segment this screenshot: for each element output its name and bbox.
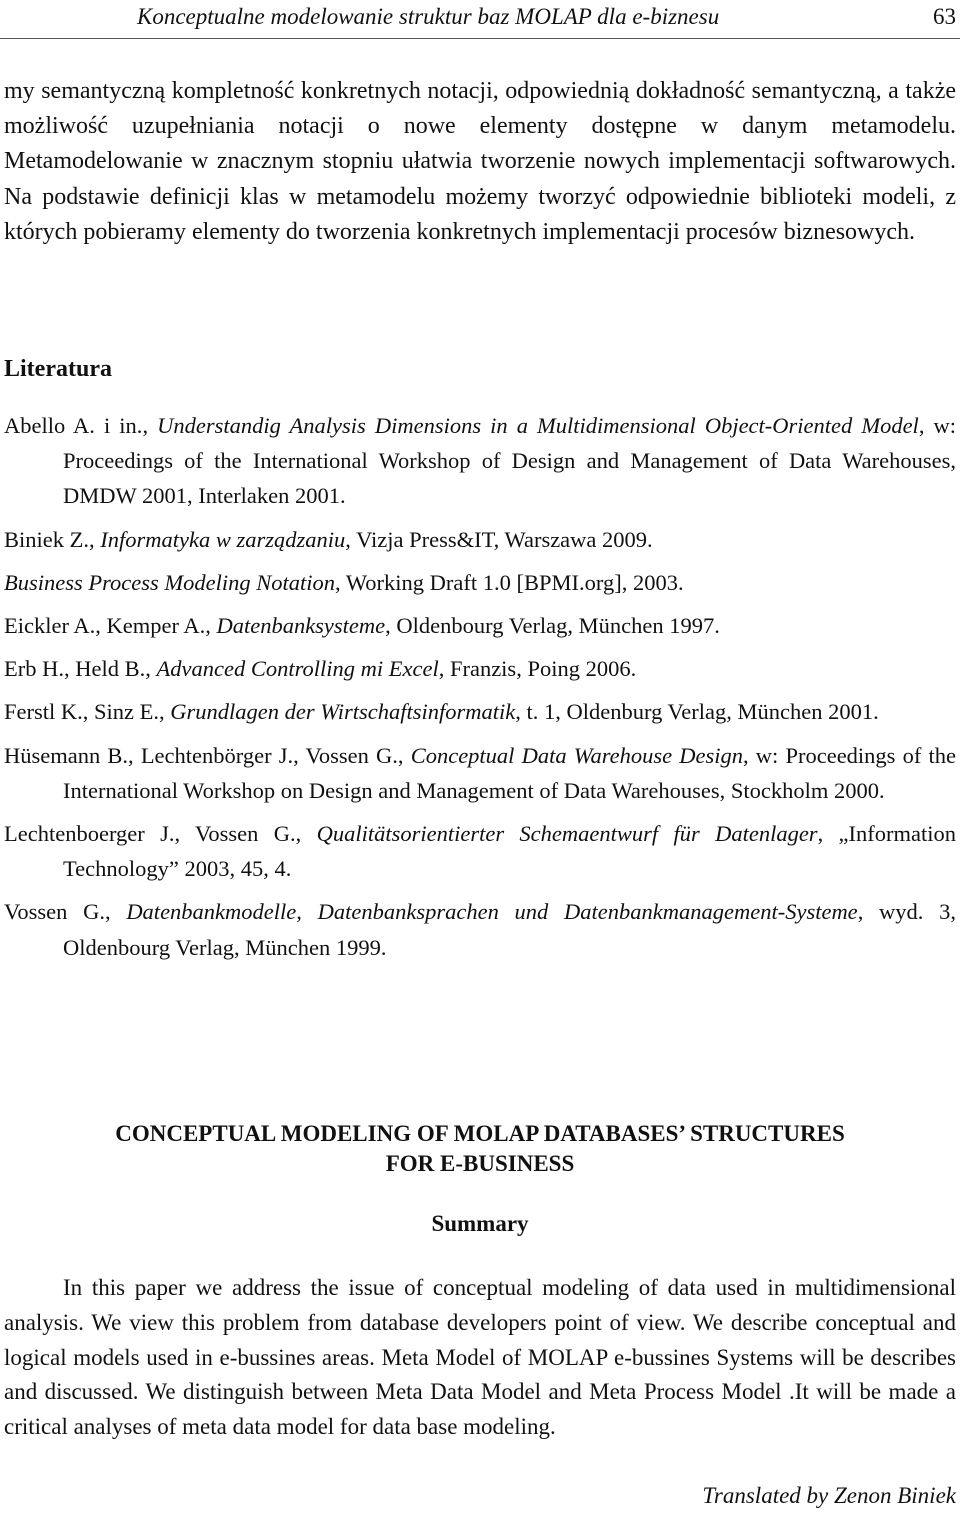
reference-item: Eickler A., Kemper A., Datenbanksysteme, Oldenbourg Verlag, München 1997. [4,613,720,639]
reference-title: Business Process Modeling Notation [4,569,336,595]
reference-item: Lechtenboerger J., Vossen G., Qualitätsorientierter Schemaentwurf für Datenlager, „Information Technology” 2003, 45, 4. [4,821,956,882]
reference-title: Qualitätsorientierter Schemaentwurf für Datenlager [316,821,818,847]
reference-authors: Vossen G. [4,899,105,925]
body-paragraph: my semantyczną kompletność konkretnych notacji, odpowiednią dokładność semantyczną, a także możliwość uzupełniania notacji o nowe elementy dostępne w danym metamodelu. Metamodelowanie w znacznym stopniu ułatwia tworzenie nowych implementacji softwarowych. Na podstawie definicji klas w metamodelu możemy tworzyć odpowiednie biblioteki modeli, z których pobieramy elementy do tworzenia konkretnych implementacji procesów biznesowych. [4,78,956,245]
reference-details: , Franzis, Poing 2006. [438,656,637,682]
reference-details: , w: Proceedings of the International Workshop on Design and Management of Data Warehouses, Stockholm 2000. [63,742,957,803]
reference-title: Informatyka w zarządzaniu [100,526,346,552]
reference-authors: Eickler A., Kemper A. [4,613,206,639]
running-title: Konceptualne modelowanie struktur baz MOLAP dla e-biznesu [137,4,720,29]
reference-title: Advanced Controlling mi Excel [156,656,439,682]
summary-heading: Summary [431,1211,529,1236]
reference-details: , t. 1, Oldenburg Verlag, München 2001. [515,699,879,725]
reference-details: , Oldenbourg Verlag, München 1997. [385,613,720,639]
page-number: 63 [933,4,956,29]
reference-title: Conceptual Data Warehouse Design [410,742,744,768]
running-header [0,0,960,39]
reference-title: Understandig Analysis Dimensions in a Multidimensional Object-Oriented Model [157,413,919,438]
reference-list [4,408,956,973]
reference-authors: Ferstl K., Sinz E. [4,699,159,725]
reference-authors: Abello A. i in. [4,413,143,438]
reference-details: , Working Draft 1.0 [BPMI.org], 2003. [335,569,684,595]
reference-authors: Hüsemann B., Lechtenbörger J., Vossen G. [4,742,398,768]
reference-item: Vossen G., Datenbankmodelle, Datenbanksprachen und Datenbankmanagement-Systeme, wyd. 3, Oldenbourg Verlag, München 1999. [4,899,957,960]
literature-heading: Literatura [4,356,112,382]
reference-title: Datenbanksysteme [216,613,386,639]
reference-title: Datenbankmodelle, Datenbanksprachen und Datenbankmanagement-Systeme [126,899,858,925]
summary-paragraph: In this paper we address the issue of conceptual modeling of data used in multidimensional analysis. We view this problem from database developers point of view. We describe conceptual and logical models used in e-bussines areas. Meta Model of MOLAP e-bussines Systems will be describes and discussed. We distinguish between Meta Data Model and Meta Process Model .It will be made a critical analyses of meta data model for data base modeling. [4,1275,956,1440]
translator-credit: Translated by Zenon Biniek [702,1483,956,1508]
reference-title: Grundlagen der Wirtschaftsinformatik [170,699,516,725]
reference-item: Erb H., Held B., Advanced Controlling mi Excel, Franzis, Poing 2006. [4,656,637,682]
reference-item: Biniek Z., Informatyka w zarządzaniu, Vizja Press&IT, Warszawa 2009. [4,526,653,552]
reference-details: , w: Proceedings of the International Workshop of Design and Management of Data Warehouses, DMDW 2001, Interlaken 2001. [63,413,956,509]
reference-item: Hüsemann B., Lechtenbörger J., Vossen G., Conceptual Data Warehouse Design, w: Proceedings of the International Workshop on Design and Management of Data Warehouses, Stockholm 2000. [4,742,957,803]
reference-details: , wyd. 3, Oldenbourg Verlag, München 1999. [63,899,957,960]
reference-authors: Lechtenboerger J., Vossen G. [4,821,296,847]
reference-item: Abello A. i in., Understandig Analysis Dimensions in a Multidimensional Object-Oriented Model, w: Proceedings of the International Workshop of Design and Management of Data Warehouses, DMDW 2001, Interlaken 2001. [4,413,956,509]
english-title: CONCEPTUAL MODELING OF MOLAP DATABASES’ STRUCTURES FOR E-BUSINESS [115,1121,845,1176]
reference-details: , „Information Technology” 2003, 45, 4. [63,821,956,882]
reference-item: Ferstl K., Sinz E., Grundlagen der Wirtschaftsinformatik, t. 1, Oldenburg Verlag, München 2001. [4,699,879,725]
reference-authors: Erb H., Held B. [4,656,146,682]
reference-details: , Vizja Press&IT, Warszawa 2009. [345,526,653,552]
reference-item [4,565,956,600]
reference-authors: Biniek Z. [4,526,89,552]
